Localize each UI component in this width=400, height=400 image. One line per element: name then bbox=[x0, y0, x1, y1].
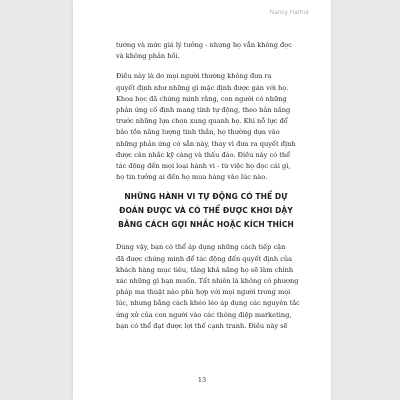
text-line: Điều này là do mọi người thường không đưa ra bbox=[116, 72, 272, 81]
book-page bbox=[73, 0, 331, 400]
heading-line: BẰNG CÁCH GỢI NHẮC HOẶC KÍCH THÍCH bbox=[118, 220, 294, 230]
paragraph-1 bbox=[116, 40, 296, 62]
paragraph-2 bbox=[116, 71, 296, 183]
text-line: trước những lựa chọn xung quanh họ. Khi nỗ lực để bbox=[116, 117, 288, 126]
text-line: tác động đến mọi loại hành vi - từ việc họ đọc cái gì, bbox=[116, 162, 291, 171]
text-line: xác những gì bạn muốn. Tất nhiên là không có phương bbox=[116, 277, 299, 286]
text-line: ứng xử của con người vào các thông điệp marketing, bbox=[116, 310, 292, 319]
text-line: khách hàng mục tiêu, tăng khả năng họ sẽ làm chính bbox=[116, 265, 294, 274]
page-body bbox=[116, 40, 300, 332]
text-line: bảo tồn năng lượng tinh thần, họ thường dựa vào bbox=[116, 128, 280, 137]
text-line: tướng và mức giá lý tưởng - nhưng họ vẫn không đọc bbox=[116, 41, 292, 49]
text-line: và không phản hồi. bbox=[116, 52, 180, 61]
paragraph-3 bbox=[116, 242, 300, 332]
heading-line: NHỮNG HÀNH VI TỰ ĐỘNG CÓ THỂ DỰ bbox=[124, 192, 288, 202]
text-line: quyết định như những gì mặc định được gán với họ. bbox=[116, 83, 289, 92]
text-line: lúc, nhưng bằng cách khéo léo áp dụng các nguyên tắc bbox=[116, 299, 300, 308]
text-line: Dùng vậy, bạn có thể áp dụng những cách tiếp cận bbox=[116, 243, 286, 252]
text-line: đã được chứng minh để tác động đến quyết định của bbox=[116, 254, 293, 263]
text-line: được cân nhắc kỹ càng và thấu đáo. Điều này có thể bbox=[116, 150, 291, 159]
page-number: 13 bbox=[197, 376, 207, 384]
text-line: họ tin tưởng ai đến họ mua hàng vào lúc nào. bbox=[116, 173, 268, 182]
text-line: phản ứng cố định mang tính tự động, theo bản năng bbox=[116, 106, 291, 115]
text-line: pháp ma thuật nào phù hợp với mọi người trong mọi bbox=[116, 288, 291, 297]
section-heading bbox=[116, 190, 296, 232]
text-line: bạn có thể đạt được lợi thế cạnh tranh. Điều này sẽ bbox=[116, 321, 288, 330]
heading-line: ĐOÁN ĐƯỢC VÀ CÓ THỂ ĐƯỢC KHƠI DẬY bbox=[119, 206, 293, 216]
running-head-author: Nancy Harhut bbox=[269, 10, 309, 16]
text-line: Khoa học đã chứng minh rằng, con người có những bbox=[116, 94, 287, 103]
text-line: những phản ứng có sẵn này, thay vì đưa ra quyết định bbox=[116, 139, 296, 148]
